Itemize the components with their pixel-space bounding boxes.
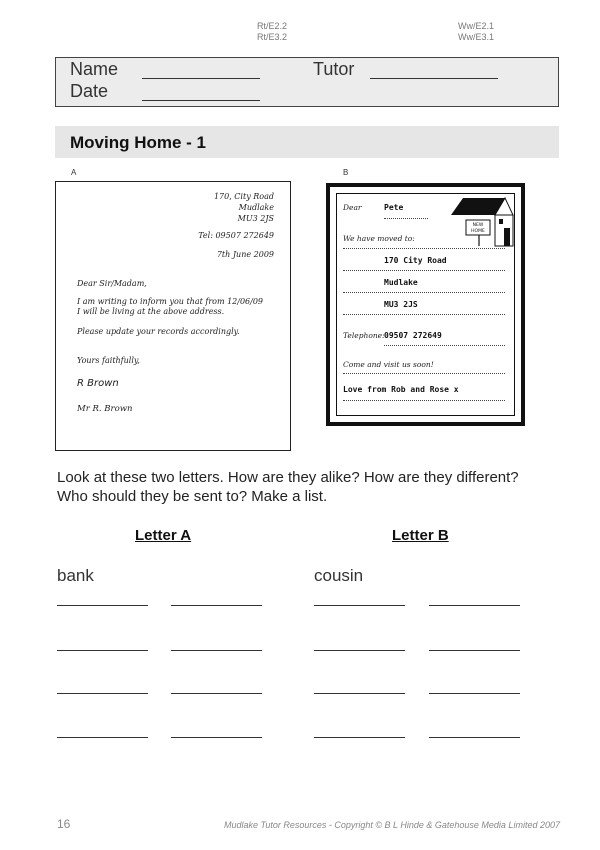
dotted-line	[343, 314, 505, 315]
dear-label: Dear	[343, 203, 362, 212]
answer-line[interactable]	[429, 605, 520, 606]
answer-line[interactable]	[57, 737, 148, 738]
instructions: Look at these two letters. How are they alike? How are they different? Who should they be sent to? Make a list.	[57, 469, 519, 505]
answer-line[interactable]	[314, 605, 405, 606]
answer-line[interactable]	[314, 737, 405, 738]
address-block	[214, 191, 274, 224]
address-line: Mudlake	[238, 203, 274, 212]
code-left	[257, 21, 287, 43]
visit-text: Come and visit us soon!	[343, 360, 434, 369]
sign-text: NEW	[472, 223, 484, 228]
answer-line[interactable]	[171, 605, 262, 606]
closing: Yours faithfully,	[77, 356, 140, 365]
name-date-box	[55, 57, 559, 107]
signature: R Brown	[77, 378, 119, 389]
tutor-label: Tutor	[313, 59, 355, 79]
code-right	[458, 21, 494, 43]
card-telephone: 09507 272649	[384, 331, 442, 340]
letter-a-tag: A	[71, 168, 77, 177]
answer-line[interactable]	[429, 737, 520, 738]
dotted-line	[343, 400, 505, 401]
card-b-tag: B	[343, 168, 349, 177]
answer-line[interactable]	[171, 650, 262, 651]
dotted-line	[343, 270, 505, 271]
answer-line[interactable]	[171, 737, 262, 738]
printed-name: Mr R. Brown	[77, 404, 133, 414]
answer-line[interactable]	[57, 605, 148, 606]
code-right-1: Ww/E2.1	[458, 21, 495, 31]
house-door	[504, 228, 510, 246]
dotted-line	[343, 373, 505, 374]
answer-line[interactable]	[57, 693, 148, 694]
name-field[interactable]	[142, 78, 260, 79]
answer-line[interactable]	[314, 693, 405, 694]
love-text: Love from Rob and Rose x	[343, 385, 459, 394]
answer-line[interactable]	[429, 693, 520, 694]
name-label: Name	[70, 59, 119, 79]
card-address-line: Mudlake	[384, 278, 418, 287]
card-address-line: 170 City Road	[384, 256, 447, 265]
dotted-line	[384, 345, 505, 346]
dear-name: Pete	[384, 203, 404, 212]
date-field[interactable]	[142, 100, 260, 101]
letter-b-example: cousin	[314, 566, 364, 585]
sign-text: HOME	[471, 229, 485, 234]
letter-a-heading: Letter A	[135, 527, 192, 544]
address-line: 170, City Road	[213, 192, 274, 201]
body-line: I am writing to inform you that from 12/06/09	[77, 297, 264, 306]
house-window	[499, 219, 503, 224]
page-number: 16	[57, 817, 71, 831]
code-left-1: Rt/E2.2	[257, 21, 288, 31]
dotted-line	[343, 292, 505, 293]
title-bar	[55, 126, 559, 158]
copyright: Mudlake Tutor Resources - Copyright © B L Hinde & Gatehouse Media Limited 2007	[224, 820, 560, 830]
greeting: Dear Sir/Madam,	[77, 279, 147, 288]
answer-line[interactable]	[171, 693, 262, 694]
answer-line[interactable]	[429, 650, 520, 651]
tutor-field[interactable]	[370, 78, 498, 79]
body-line: Please update your records accordingly.	[77, 327, 240, 336]
dotted-line	[343, 248, 505, 249]
answer-line[interactable]	[57, 650, 148, 651]
code-left-2: Rt/E3.2	[257, 32, 288, 42]
moved-label: We have moved to:	[343, 234, 415, 243]
date-label: Date	[70, 81, 109, 101]
letter-date: 7th June 2009	[216, 250, 274, 259]
letter-a-example: bank	[57, 566, 94, 585]
telephone: Tel: 09507 272649	[198, 231, 274, 240]
card-b-inner-border	[336, 193, 515, 416]
letter-b-heading: Letter B	[392, 527, 449, 544]
code-right-2: Ww/E3.1	[458, 32, 495, 42]
answer-line[interactable]	[314, 650, 405, 651]
body-line: I will be living at the above address.	[77, 307, 225, 316]
letter-a	[55, 181, 291, 451]
card-b	[326, 183, 525, 426]
dotted-line	[384, 218, 428, 219]
page-title: Moving Home - 1	[70, 133, 207, 152]
house-icon	[449, 195, 514, 247]
telephone-label: Telephone:	[343, 331, 385, 340]
card-address-line: MU3 2JS	[384, 300, 418, 309]
address-line: MU3 2JS	[237, 214, 274, 223]
